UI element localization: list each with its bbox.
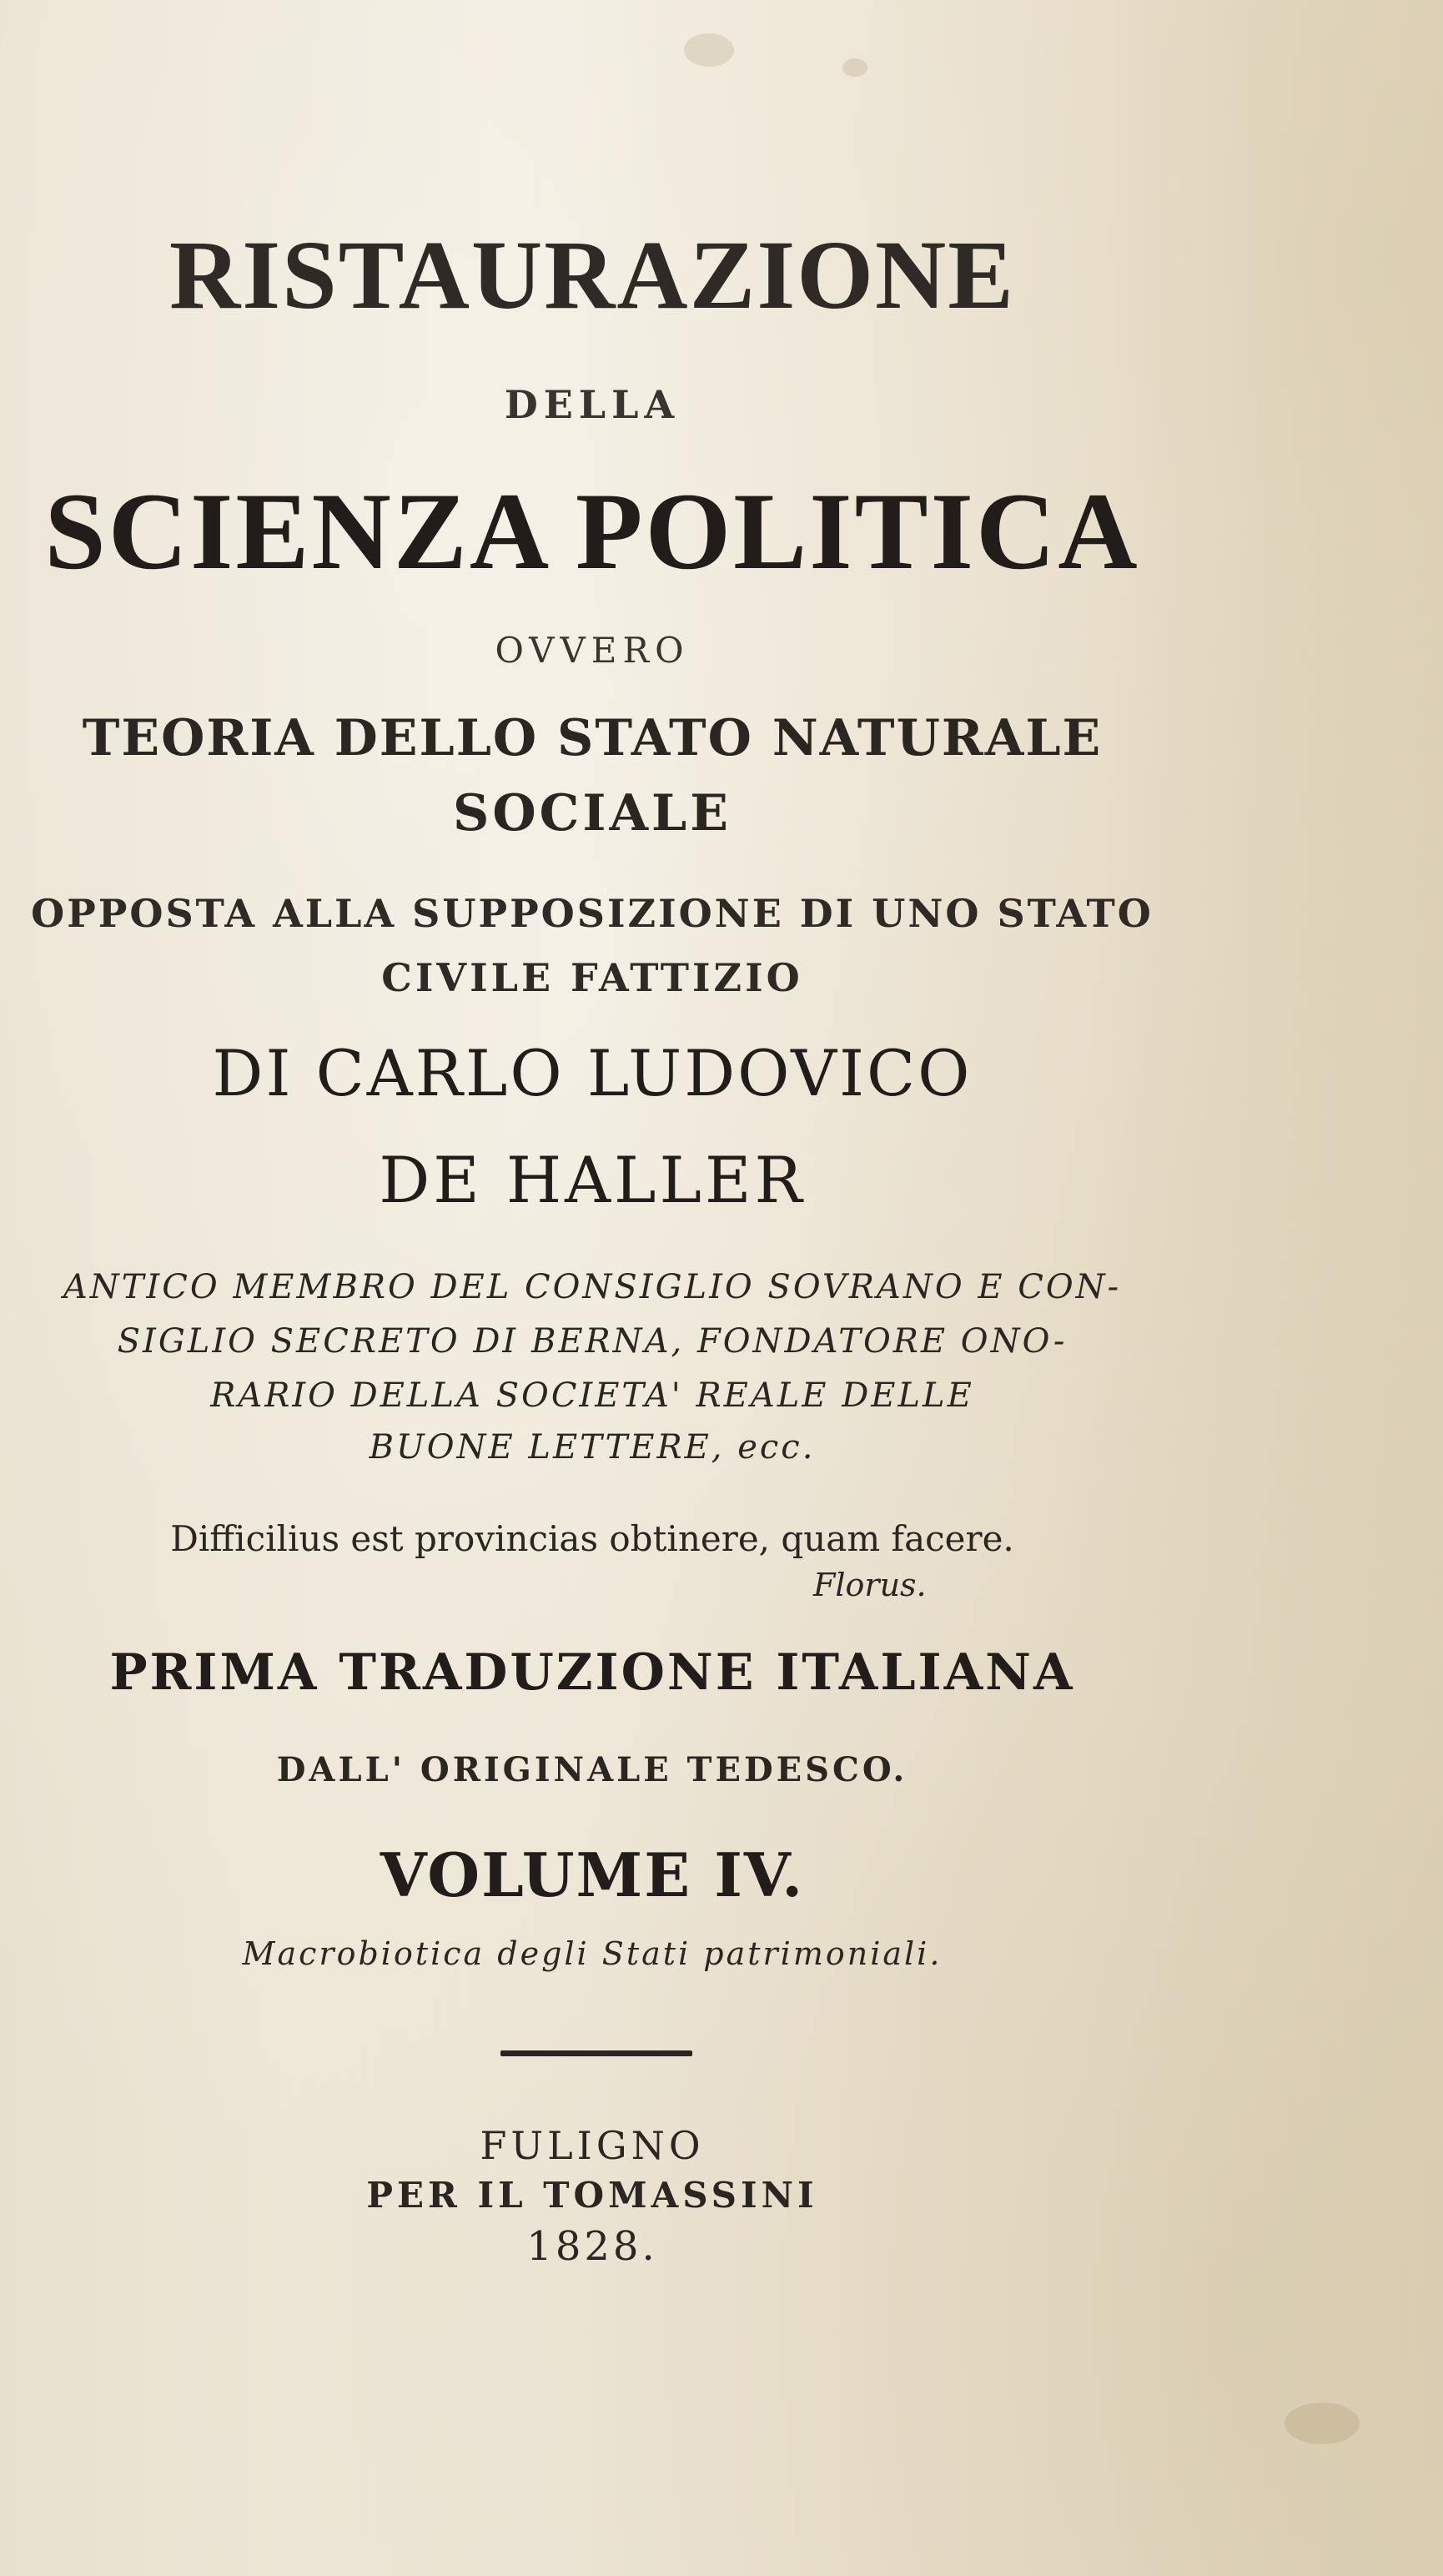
opposed-line-2: CIVILE FATTIZIO bbox=[381, 955, 803, 1000]
subtitle-line-1: TEORIA DELLO STATO NATURALE bbox=[82, 709, 1103, 767]
author-bio-line: RARIO DELLA SOCIETA' REALE DELLE bbox=[210, 1376, 974, 1415]
translation-line: PRIMA TRADUZIONE ITALIANA bbox=[109, 1643, 1075, 1702]
title-connector: DELLA bbox=[504, 382, 681, 427]
imprint-year: 1828. bbox=[526, 2223, 658, 2270]
author-line-1: DI CARLO LUDOVICO bbox=[212, 1036, 973, 1110]
volume-number: VOLUME IV. bbox=[380, 1839, 805, 1910]
subtitle-line-2: SOCIALE bbox=[453, 784, 732, 843]
book-title-line-1: RISTAURAZIONE bbox=[169, 220, 1015, 330]
author-bio-line: BUONE LETTERE, ecc. bbox=[369, 1428, 816, 1467]
author-bio-line: SIGLIO SECRETO DI BERNA, FONDATORE ONO- bbox=[117, 1322, 1068, 1361]
author-line-2: DE HALLER bbox=[379, 1143, 806, 1217]
volume-subtitle: Macrobiotica degli Stati patrimoniali. bbox=[242, 1935, 943, 1972]
foxing-stain bbox=[684, 33, 734, 67]
epigraph: Difficilius est provincias obtinere, quam facere. bbox=[170, 1518, 1014, 1559]
foxing-stain bbox=[842, 58, 867, 77]
imprint-city: FULIGNO bbox=[480, 2123, 705, 2168]
foxing-stain bbox=[1285, 2402, 1360, 2444]
imprint-printer: PER IL TOMASSINI bbox=[366, 2175, 818, 2216]
translation-source: DALL' ORIGINALE TEDESCO. bbox=[276, 1750, 908, 1789]
alternative-title-connector: OVVERO bbox=[495, 630, 690, 671]
epigraph-source: Florus. bbox=[813, 1567, 927, 1603]
author-bio-line: ANTICO MEMBRO DEL CONSIGLIO SOVRANO E CON- bbox=[63, 1268, 1122, 1306]
divider-rule bbox=[500, 2050, 692, 2056]
book-title-line-2: SCIENZA POLITICA bbox=[44, 470, 1140, 592]
opposed-line-1: OPPOSTA ALLA SUPPOSIZIONE DI UNO STATO bbox=[31, 891, 1154, 936]
